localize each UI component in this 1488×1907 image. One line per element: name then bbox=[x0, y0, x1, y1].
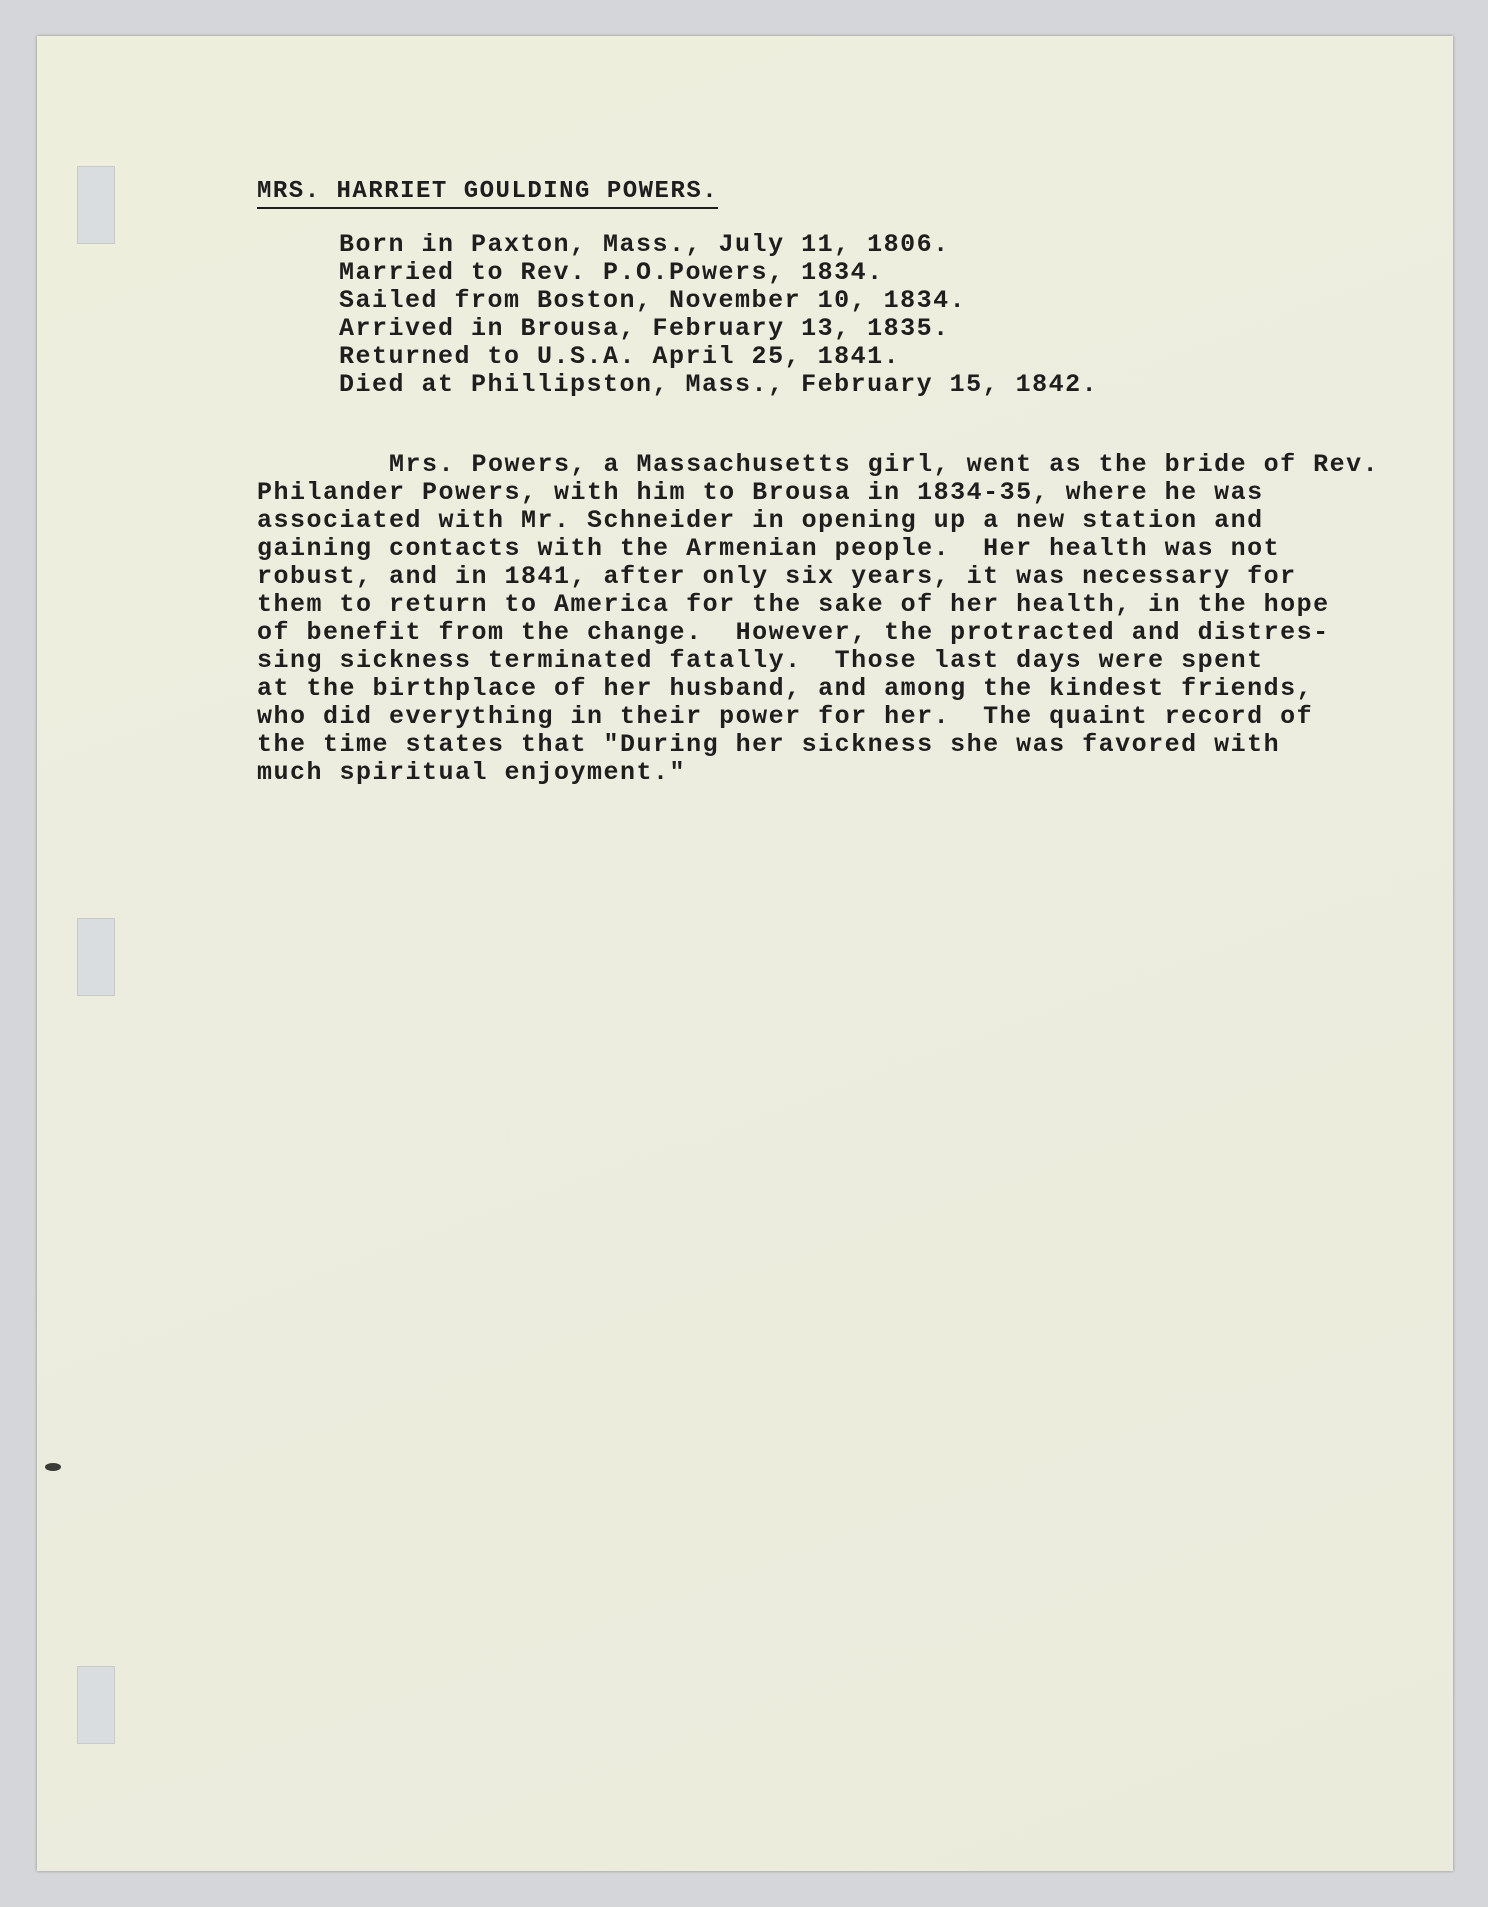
paragraph-line: gaining contacts with the Armenian people. Her health was not bbox=[257, 534, 1281, 563]
paragraph-line: at the birthplace of her husband, and among the kindest friends, bbox=[257, 674, 1314, 703]
punch-hole bbox=[77, 918, 115, 996]
paragraph-line: of benefit from the change. However, the protracted and distres- bbox=[257, 618, 1330, 647]
fact-sailed: Sailed from Boston, November 10, 1834. bbox=[339, 286, 967, 315]
punch-hole bbox=[77, 166, 115, 244]
page-text bbox=[257, 176, 1379, 787]
document-title: MRS. HARRIET GOULDING POWERS. bbox=[257, 178, 718, 209]
paragraph-line: them to return to America for the sake of her health, in the hope bbox=[257, 590, 1330, 619]
fact-returned: Returned to U.S.A. April 25, 1841. bbox=[339, 342, 901, 371]
typed-page bbox=[37, 36, 1453, 1871]
punch-hole bbox=[77, 1666, 115, 1744]
paragraph-line: who did everything in their power for her. The quaint record of bbox=[257, 702, 1314, 731]
fact-died: Died at Phillipston, Mass., February 15, 1842. bbox=[339, 370, 1099, 399]
ink-smudge bbox=[45, 1463, 61, 1471]
fact-arrived: Arrived in Brousa, February 13, 1835. bbox=[339, 314, 950, 343]
biographical-facts bbox=[339, 231, 1379, 399]
paragraph-line: Philander Powers, with him to Brousa in 1834-35, where he was bbox=[257, 478, 1264, 507]
fact-married: Married to Rev. P.O.Powers, 1834. bbox=[339, 258, 884, 287]
paragraph-line: much spiritual enjoyment." bbox=[257, 758, 687, 787]
paragraph-line: Mrs. Powers, a Massachusetts girl, went as the bride of Rev. bbox=[257, 450, 1380, 479]
paragraph-line: the time states that "During her sickness she was favored with bbox=[257, 730, 1281, 759]
fact-born: Born in Paxton, Mass., July 11, 1806. bbox=[339, 230, 950, 259]
paragraph-line: associated with Mr. Schneider in opening up a new station and bbox=[257, 506, 1264, 535]
paragraph-line: sing sickness terminated fatally. Those last days were spent bbox=[257, 646, 1264, 675]
biography-paragraph bbox=[257, 451, 1379, 787]
paragraph-line: robust, and in 1841, after only six years, it was necessary for bbox=[257, 562, 1297, 591]
